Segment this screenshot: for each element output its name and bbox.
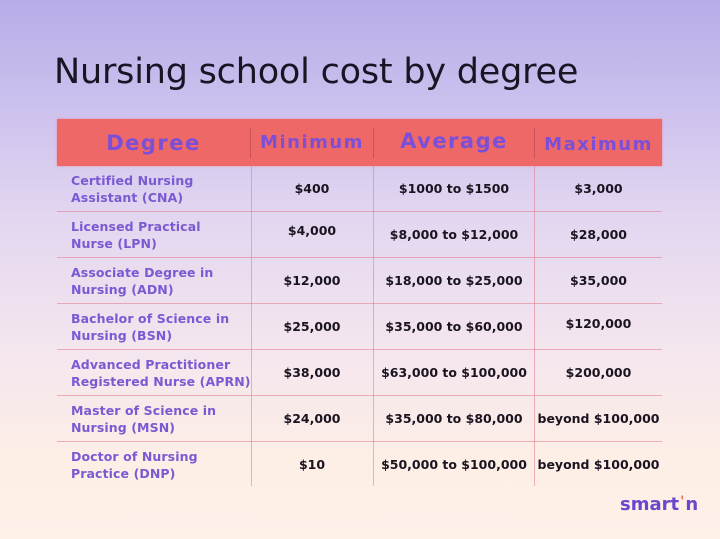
column-divider (251, 166, 252, 486)
minimum-cell: $10 (298, 457, 326, 472)
average-cell: $35,000 to $80,000 (385, 411, 523, 426)
minimum-cell: $24,000 (283, 411, 341, 426)
degree-cell: Doctor of Nursing Practice (DNP) (71, 448, 198, 481)
table-row (57, 396, 662, 442)
page-title: Nursing school cost by degree (54, 52, 579, 92)
brand-logo (620, 494, 698, 515)
maximum-cell: $35,000 (570, 273, 627, 288)
table-row (57, 212, 662, 258)
average-cell: $50,000 to $100,000 (381, 457, 527, 472)
maximum-cell: $120,000 (565, 316, 632, 331)
table-row (57, 350, 662, 396)
maximum-cell: beyond $100,000 (537, 457, 660, 472)
degree-cell: Master of Science in Nursing (MSN) (71, 402, 217, 435)
degree-cell: Associate Degree in Nursing (ADN) (71, 264, 214, 297)
average-cell: $18,000 to $25,000 (385, 273, 523, 288)
logo-text-n: n (685, 494, 699, 515)
logo-apostrophe: ' (680, 494, 685, 510)
logo-text-smart: smart (620, 494, 680, 515)
table-row (57, 258, 662, 304)
cost-table (57, 119, 662, 489)
table-header (57, 119, 662, 166)
table-row (57, 442, 662, 489)
average-cell: $63,000 to $100,000 (381, 365, 527, 380)
header-average: Average (400, 128, 508, 153)
degree-cell: Advanced Practitioner Registered Nurse (APRN) (71, 356, 251, 389)
degree-cell: Certified Nursing Assistant (CNA) (71, 172, 194, 205)
minimum-cell: $12,000 (283, 273, 341, 288)
degree-cell: Bachelor of Science in Nursing (BSN) (71, 310, 230, 343)
degree-cell: Licensed Practical Nurse (LPN) (71, 218, 201, 251)
table-body (57, 166, 662, 489)
header-maximum: Maximum (544, 134, 653, 155)
column-divider (534, 166, 535, 486)
maximum-cell: $28,000 (570, 227, 627, 242)
minimum-cell: $25,000 (283, 319, 341, 334)
minimum-cell: $400 (294, 181, 330, 196)
header-degree: Degree (106, 130, 201, 155)
average-cell: $1000 to $1500 (398, 181, 510, 196)
table-row (57, 304, 662, 350)
maximum-cell: $3,000 (574, 181, 623, 196)
minimum-cell: $4,000 (287, 223, 337, 238)
average-cell: $8,000 to $12,000 (389, 227, 519, 242)
average-cell: $35,000 to $60,000 (385, 319, 523, 334)
minimum-cell: $38,000 (283, 365, 341, 380)
maximum-cell: $200,000 (565, 365, 632, 380)
maximum-cell: beyond $100,000 (537, 411, 660, 426)
header-minimum: Minimum (260, 132, 364, 153)
column-divider (373, 166, 374, 486)
table-row (57, 166, 662, 212)
